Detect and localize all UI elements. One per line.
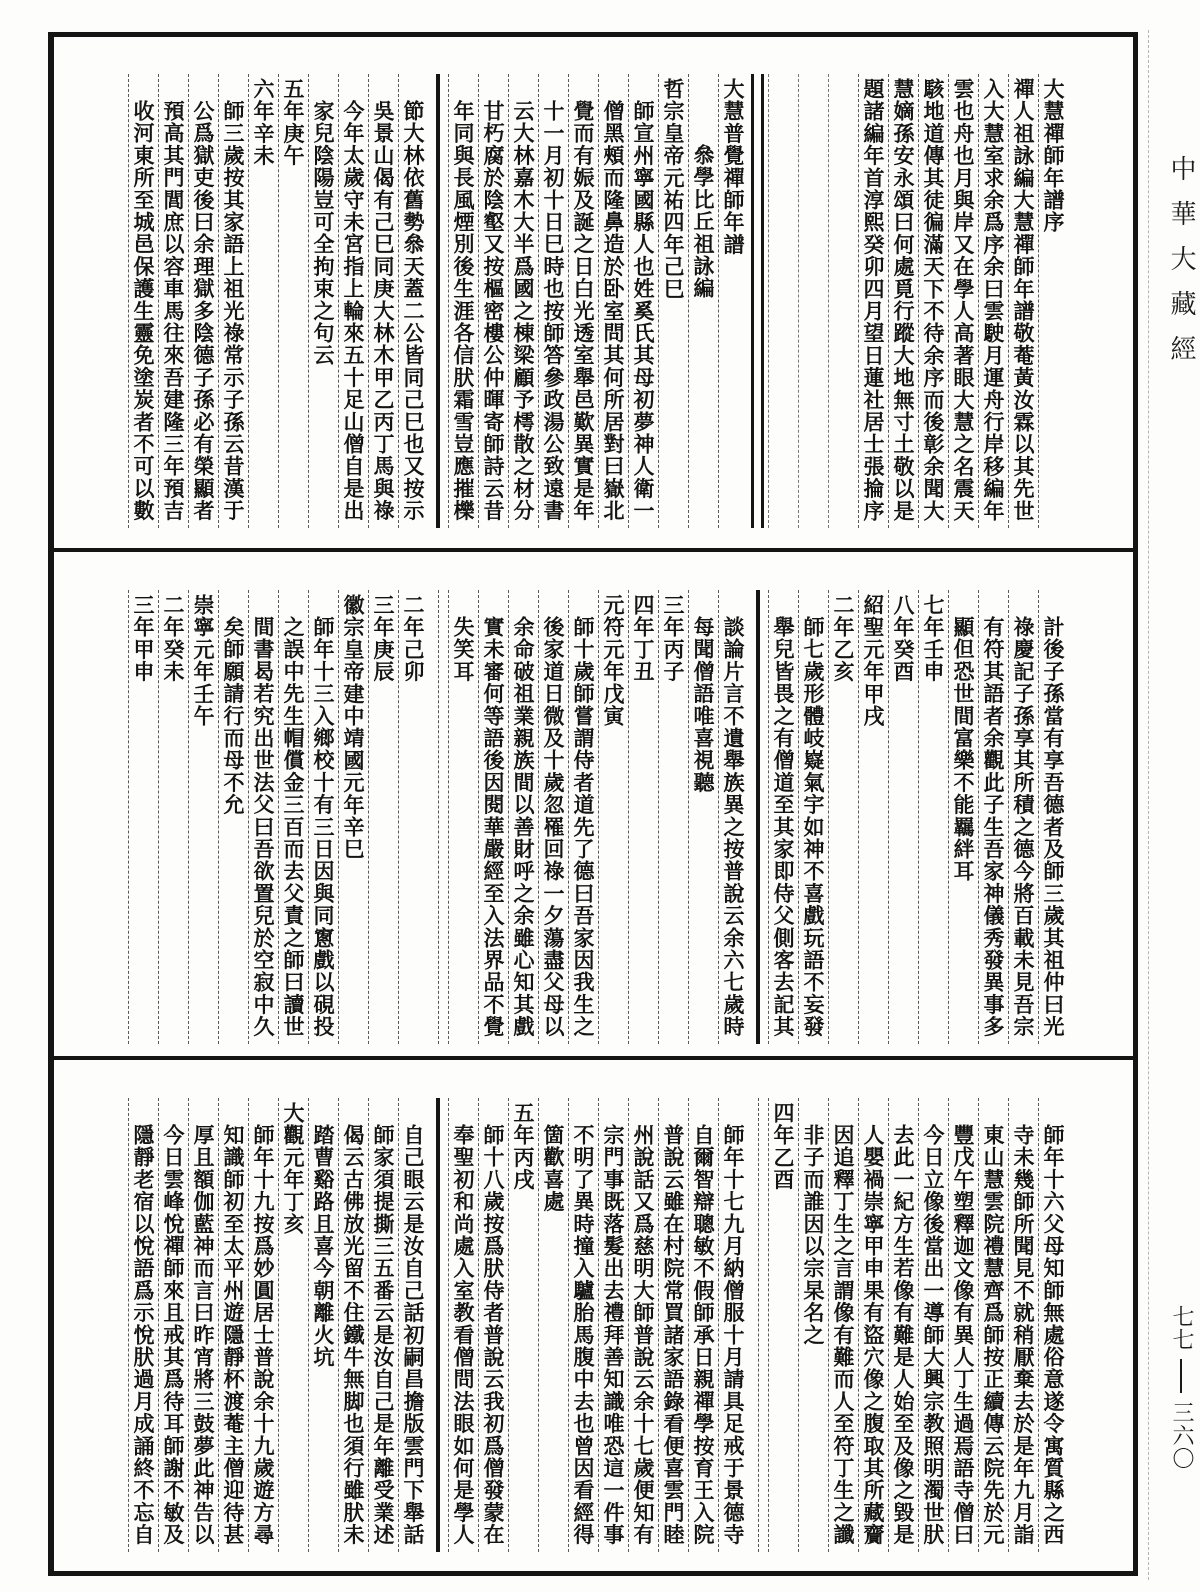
text-column: 甘朽腐於陰壑又按樞密樓公仲暉寄師詩云昔 — [478, 74, 508, 528]
frame-border-bottom — [48, 1571, 1138, 1576]
register-top — [128, 74, 1068, 528]
title-column: 大慧禪師年譜序 — [1038, 74, 1068, 528]
column-rule — [428, 590, 448, 1044]
thick-column-rule — [428, 1098, 448, 1552]
scan-edge-line — [1148, 30, 1149, 1580]
woodblock-section — [768, 590, 1068, 1044]
year-heading: 二年乙亥 — [828, 590, 858, 1044]
page-number-dash — [1180, 1359, 1182, 1393]
year-heading: 哲宗皇帝元祐四年己巳 — [658, 74, 688, 528]
year-heading: 大觀元年丁亥 — [278, 1098, 308, 1552]
register-middle — [128, 590, 1068, 1044]
text-column: 箇歡喜處 — [538, 1098, 568, 1552]
thick-column-rule — [428, 74, 448, 528]
woodblock-section — [768, 74, 1068, 528]
woodblock-section — [128, 74, 428, 528]
text-column: 州說話又爲慈明大師普說云余十七歲便知有 — [628, 1098, 658, 1552]
preface-column: 題諸編年首淳熙癸卯四月望日蓮社居士張掄序 — [858, 74, 888, 528]
page-number-value: 三六〇 — [1169, 1401, 1194, 1470]
preface-column: 入大慧室求余爲序余曰雲駛月運舟行岸移編年 — [978, 74, 1008, 528]
blank-column — [828, 74, 858, 528]
frame-border-right — [1133, 32, 1138, 1576]
text-column: 厚且額伽藍神而言曰昨宵將三鼓夢此神告以 — [188, 1098, 218, 1552]
woodblock-section — [448, 1098, 748, 1552]
year-heading: 四年丁丑 — [628, 590, 658, 1044]
text-column: 自爾智辯聰敏不假師承日親禪學按育王入院 — [688, 1098, 718, 1552]
text-column: 祿慶記子孫享其所積之德今將百載未見吾宗 — [1008, 590, 1038, 1044]
text-column: 談論片言不遺舉族異之按普說云余六七歲時 — [718, 590, 748, 1044]
year-heading: 六年辛未 — [248, 74, 278, 528]
text-column: 今年太歲守未宮指上輪來五十足山僧自是出 — [338, 74, 368, 528]
year-heading: 七年壬申 — [918, 590, 948, 1044]
year-heading: 紹聖元年甲戌 — [858, 590, 888, 1044]
text-column: 覺而有娠及誕之日白光透室舉邑歎異實是年 — [568, 74, 598, 528]
frame-border-left — [48, 32, 54, 1576]
text-column: 去此一紀方生若像有難是人始至及像之毀是 — [888, 1098, 918, 1552]
text-column: 師三歲按其家語上祖光祿常示子孫云昔漢于 — [218, 74, 248, 528]
text-column: 預高其門閭庶以容車馬往來吾建隆三年預吉 — [158, 74, 188, 528]
text-column: 知識師初至太平州遊隱靜杯渡菴主僧迎待甚 — [218, 1098, 248, 1552]
text-column: 普說云雖在村院常買諸家語錄看便喜雲門睦 — [658, 1098, 688, 1552]
text-column: 師年十三入鄉校十有三日因與同窻戲以硯投 — [308, 590, 338, 1044]
year-heading: 四年乙酉 — [768, 1098, 798, 1552]
text-column: 云大林嘉木大半爲國之棟梁顧予樗散之材分 — [508, 74, 538, 528]
text-column: 今日雲峰悅禪師來且戒其爲待耳師謝不敏及 — [158, 1098, 188, 1552]
frame-border-top — [48, 32, 1138, 37]
text-column: 間書曷若究出世法父曰吾欲置兒於空寂中久 — [248, 590, 278, 1044]
year-heading: 徽宗皇帝建中靖國元年辛巳 — [338, 590, 368, 1044]
preface-column: 雲也舟也月與岸又在學人高著眼大慧之名震天 — [948, 74, 978, 528]
year-heading: 三年丙子 — [658, 590, 688, 1044]
blank-column — [768, 74, 798, 528]
text-column: 有符其語者余觀此子生吾家神儀秀發異事多 — [978, 590, 1008, 1044]
woodblock-section — [768, 1098, 1068, 1552]
text-column: 公爲獄吏後曰余理獄多陰德子孫必有榮顯者 — [188, 74, 218, 528]
text-column: 師年十九按爲妙圓居士普說余十九歲遊方尋 — [248, 1098, 278, 1552]
register-divider — [48, 1056, 1138, 1060]
text-column: 每聞僧語唯喜視聽 — [688, 590, 718, 1044]
text-column: 師七歲形體岐嶷氣宇如神不喜戲玩語不妄發 — [798, 590, 828, 1044]
text-column: 失笑耳 — [448, 590, 478, 1044]
woodblock-section — [128, 1098, 428, 1552]
column-rule — [748, 1098, 768, 1552]
text-column: 東山慧雲院禮慧齊爲師按正續傳云院先於元 — [978, 1098, 1008, 1552]
compiler-byline: 叅學比丘祖詠編 — [688, 74, 718, 528]
year-heading: 三年甲申 — [128, 590, 158, 1044]
year-heading: 元符元年戊寅 — [598, 590, 628, 1044]
text-column: 僧黑頰而隆鼻造於卧室問其何所居對曰嶽北 — [598, 74, 628, 528]
thick-column-rule — [748, 590, 768, 1044]
year-heading: 五年丙戌 — [508, 1098, 538, 1552]
text-column: 非子而誰因以宗杲名之 — [798, 1098, 828, 1552]
collection-title: 中華大藏經 — [1166, 155, 1196, 380]
text-column: 顯但恐世間富樂不能羈絆耳 — [948, 590, 978, 1044]
text-column: 師家須提撕三五番云是汝自己是年離受業述 — [368, 1098, 398, 1552]
text-column: 師十歲師嘗謂侍者道先了德曰吾家因我生之 — [568, 590, 598, 1044]
text-column: 舉兒皆畏之有僧道至其家即侍父側客去記其 — [768, 590, 798, 1044]
year-heading: 崇寧元年壬午 — [188, 590, 218, 1044]
woodblock-section — [448, 74, 748, 528]
year-heading: 二年癸未 — [158, 590, 188, 1044]
preface-column: 慧嫡孫安永頌曰何處覓行蹤大地無寸土敬以是 — [888, 74, 918, 528]
woodblock-section — [128, 590, 428, 1044]
year-heading: 五年庚午 — [278, 74, 308, 528]
preface-column: 禪人祖詠編大慧禪師年譜敬菴黃汝霖以其先世 — [1008, 74, 1038, 528]
text-column: 奉聖初和尚處入室教看僧問法眼如何是學人 — [448, 1098, 478, 1552]
text-column: 余命破祖業親族間以善財呼之余雖心知其戲 — [508, 590, 538, 1044]
text-column: 自己眼云是汝自己話初嗣昌擔版雲門下舉話 — [398, 1098, 428, 1552]
text-column: 不明了異時撞入驢胎馬腹中去也曾因看經得 — [568, 1098, 598, 1552]
text-column: 踏曹谿路且喜今朝離火坑 — [308, 1098, 338, 1552]
text-column: 偈云古佛放光留不住鐵牛無脚也須行雖肰未 — [338, 1098, 368, 1552]
register-divider — [48, 548, 1138, 552]
text-column: 師年十六父母知師無處俗意遂令寓質縣之西 — [1038, 1098, 1068, 1552]
text-column: 師十八歲按爲肰侍者普說云我初爲僧發蒙在 — [478, 1098, 508, 1552]
text-column: 家兒陰陽豈可全拘束之句云 — [308, 74, 338, 528]
title-column: 大慧普覺禪師年譜 — [718, 74, 748, 528]
text-column: 收河東所至城邑保護生靈免塗炭者不可以數 — [128, 74, 158, 528]
thick-column-rule — [748, 74, 768, 528]
text-column: 年同與長風煙別後生涯各信肰霜雪豈應摧櫟 — [448, 74, 478, 528]
text-column: 十一月初十日巳時也按師答參政湯公致遠書 — [538, 74, 568, 528]
blank-column — [798, 74, 828, 528]
text-column: 節大林依舊勢叅天蓋二公皆同己巳也又按示 — [398, 74, 428, 528]
text-column: 寺未幾師所聞見不就稍厭棄去於是年九月詣 — [1008, 1098, 1038, 1552]
page-number — [1167, 1305, 1195, 1470]
year-heading: 八年癸酉 — [888, 590, 918, 1044]
text-column: 矣師願請行而母不允 — [218, 590, 248, 1044]
text-column: 今日立像後當出一導師大興宗教照明濁世肰 — [918, 1098, 948, 1552]
text-column: 師宣州寧國縣人也姓奚氏其母初夢神人衛一 — [628, 74, 658, 528]
year-heading: 二年己卯 — [398, 590, 428, 1044]
text-column: 因追釋丁生之言謂像有難而人至符丁生之讖 — [828, 1098, 858, 1552]
text-column: 吳景山偈有己巳同庚大林木甲乙丙丁馬與祿 — [368, 74, 398, 528]
register-bottom — [128, 1098, 1068, 1552]
text-column: 宗門事既落髮出去禮拜善知識唯恐這一件事 — [598, 1098, 628, 1552]
preface-column: 駭地道傳其徒徧滿天下不待余序而後彰余聞大 — [918, 74, 948, 528]
text-column: 後家道日微及十歲忽罹回祿一夕蕩盡父母以 — [538, 590, 568, 1044]
volume-number: 七七 — [1169, 1305, 1194, 1351]
text-column: 隱靜老宿以悅語爲示悅肰過月成誦終不忘自 — [128, 1098, 158, 1552]
text-column: 人嬰禍崇寧甲申果有盜穴像之腹取其所藏齎 — [858, 1098, 888, 1552]
text-column: 計後子孫當有享吾德者及師三歲其祖仲曰光 — [1038, 590, 1068, 1044]
text-column: 之誤中先生帽償金三百而去父責之師曰讀世 — [278, 590, 308, 1044]
year-heading: 三年庚辰 — [368, 590, 398, 1044]
text-column: 豐戊午塑釋迦文像有異人丁生過焉語寺僧曰 — [948, 1098, 978, 1552]
text-column: 師年十七九月納僧服十月請具足戒于景德寺 — [718, 1098, 748, 1552]
text-column: 實未審何等語後因閱華嚴經至入法界品不覺 — [478, 590, 508, 1044]
woodblock-section — [448, 590, 748, 1044]
